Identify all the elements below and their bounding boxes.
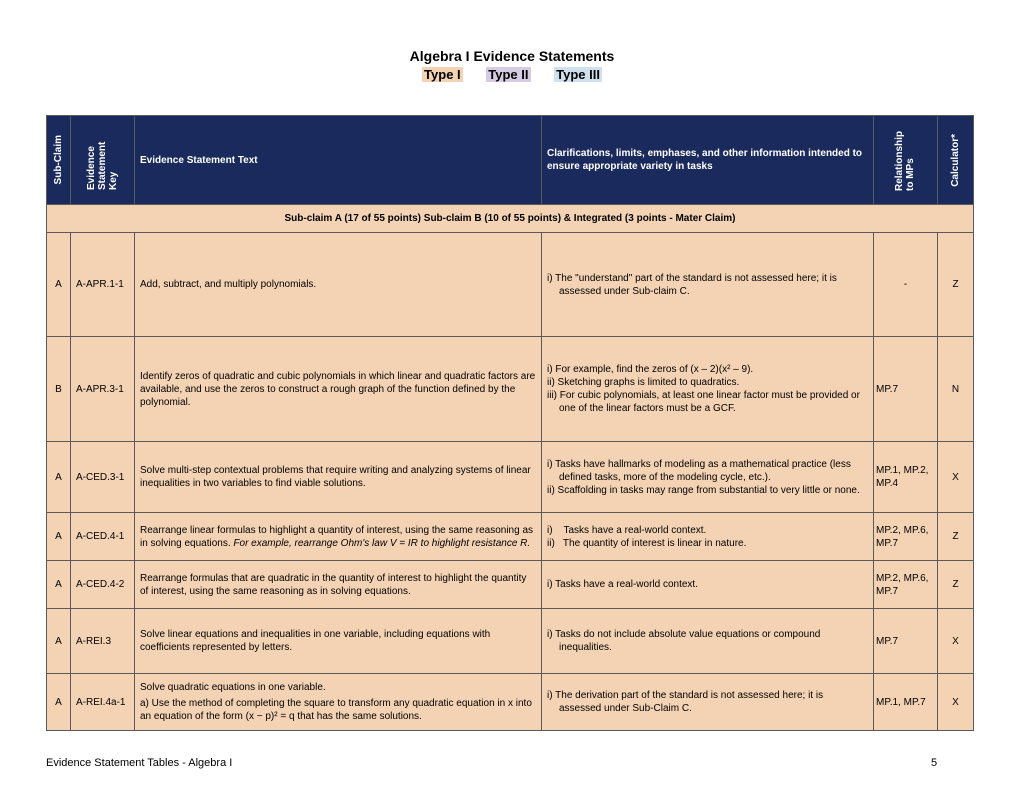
row-key: A-APR.3-1 bbox=[71, 337, 135, 442]
clarification-item: i) Tasks have a real-world context. bbox=[547, 524, 707, 536]
header-subclaim: Sub-Claim bbox=[47, 116, 71, 205]
subclaim-text: Sub-claim A (17 of 55 points) Sub-claim B (10 of 55 points) & Integrated (3 points - Mater Claim) bbox=[47, 205, 974, 233]
row-calculator: Z bbox=[938, 513, 974, 561]
row-claim: A bbox=[47, 674, 71, 731]
row-key: A-CED.3-1 bbox=[71, 442, 135, 513]
clarification-item: i) The derivation part of the standard is not assessed here; it is assessed under Sub-Claim C. bbox=[547, 690, 824, 714]
row-clarifications bbox=[542, 233, 874, 337]
clarification-item: i) For example, find the zeros of (x – 2)(x² – 9). bbox=[547, 364, 754, 375]
type-iii-label: Type III bbox=[556, 67, 600, 82]
row-key: A-REI.3 bbox=[71, 609, 135, 674]
page-number: 5 bbox=[931, 757, 938, 769]
table-row bbox=[47, 674, 974, 731]
page-title: Algebra I Evidence Statements bbox=[409, 48, 615, 64]
row-text-part-a: a) Use the method of completing the square to transform any quadratic equation in x into an equation of the form (x − p)² = q that has the same solutions. bbox=[140, 698, 532, 722]
row-text-example: For example, rearrange Ohm's law V = IR to highlight resistance R. bbox=[233, 537, 531, 549]
row-claim: A bbox=[47, 609, 71, 674]
table-row bbox=[47, 561, 974, 609]
header-key: Evidence Statement Key bbox=[71, 116, 135, 205]
row-text bbox=[135, 674, 542, 731]
row-mps: MP.1, MP.7 bbox=[874, 674, 938, 731]
row-mps: MP.7 bbox=[874, 337, 938, 442]
table-row bbox=[47, 609, 974, 674]
row-calculator: Z bbox=[938, 561, 974, 609]
row-claim: A bbox=[47, 561, 71, 609]
row-key: A-CED.4-2 bbox=[71, 561, 135, 609]
row-text-main: Solve quadratic equations in one variable. bbox=[140, 682, 326, 693]
table-row bbox=[47, 233, 974, 337]
row-mps: MP.2, MP.6, MP.7 bbox=[874, 561, 938, 609]
clarification-item: iii) For cubic polynomials, at least one linear factor must be provided or one of the linear factors must be a GCF. bbox=[547, 390, 860, 414]
row-mps: MP.1, MP.2, MP.4 bbox=[874, 442, 938, 513]
row-clarifications bbox=[542, 337, 874, 442]
row-claim: A bbox=[47, 233, 71, 337]
type-ii-label: Type II bbox=[488, 67, 529, 82]
table-row bbox=[47, 513, 974, 561]
subclaim-row bbox=[47, 205, 974, 233]
header-clarifications: Clarifications, limits, emphases, and other information intended to ensure appropriate variety in tasks bbox=[542, 116, 874, 205]
row-claim: A bbox=[47, 442, 71, 513]
row-text-main: Rearrange linear formulas to highlight a quantity of interest, using the same reasoning as in solving equations. bbox=[140, 524, 534, 549]
row-clarifications bbox=[542, 513, 874, 561]
row-clarifications bbox=[542, 674, 874, 731]
header-row bbox=[47, 116, 974, 205]
row-calculator: N bbox=[938, 337, 974, 442]
row-calculator: X bbox=[938, 674, 974, 731]
header-text: Evidence Statement Text bbox=[135, 116, 542, 205]
row-calculator: X bbox=[938, 609, 974, 674]
clarification-item: i) Tasks do not include absolute value equations or compound inequalities. bbox=[547, 629, 821, 653]
clarification-item: ii) The quantity of interest is linear in nature. bbox=[547, 537, 747, 549]
type-i-label: Type I bbox=[424, 67, 461, 82]
row-calculator: Z bbox=[938, 233, 974, 337]
type-legend bbox=[0, 67, 1024, 82]
row-text: Rearrange formulas that are quadratic in the quantity of interest to highlight the quantity of interest, using the same reasoning as in solving equations. bbox=[135, 561, 542, 609]
row-claim: B bbox=[47, 337, 71, 442]
clarification-item: ii) Scaffolding in tasks may range from substantial to very little or none. bbox=[547, 484, 860, 496]
clarification-item: i) Tasks have hallmarks of modeling as a mathematical practice (less defined tasks, more of the modeling cycle, etc.). bbox=[547, 458, 851, 483]
table-row bbox=[47, 442, 974, 513]
row-claim: A bbox=[47, 513, 71, 561]
table-row bbox=[47, 337, 974, 442]
clarification-item: i) The "understand" part of the standard is not assessed here; it is assessed under Sub-claim C. bbox=[547, 272, 837, 297]
row-mps: - bbox=[874, 233, 938, 337]
row-key: A-REI.4a-1 bbox=[71, 674, 135, 731]
footer-title: Evidence Statement Tables - Algebra I bbox=[46, 757, 233, 769]
row-clarifications bbox=[542, 609, 874, 674]
clarification-item: i) Tasks have a real-world context. bbox=[547, 579, 698, 590]
header-mps: Relationship to MPs bbox=[874, 116, 938, 205]
row-key: A-CED.4-1 bbox=[71, 513, 135, 561]
row-text: Identify zeros of quadratic and cubic polynomials in which linear and quadratic factors are available, and use the zeros to construct a rough graph of the function defined by the polynomial. bbox=[135, 337, 542, 442]
row-text bbox=[135, 513, 542, 561]
row-key: A-APR.1-1 bbox=[71, 233, 135, 337]
evidence-table bbox=[46, 115, 974, 731]
row-text: Add, subtract, and multiply polynomials. bbox=[135, 233, 542, 337]
row-mps: MP.2, MP.6, MP.7 bbox=[874, 513, 938, 561]
clarification-item: ii) Sketching graphs is limited to quadratics. bbox=[547, 377, 740, 388]
header-calculator: Calculator* bbox=[938, 116, 974, 205]
row-calculator: X bbox=[938, 442, 974, 513]
row-mps: MP.7 bbox=[874, 609, 938, 674]
row-clarifications bbox=[542, 442, 874, 513]
row-text: Solve multi-step contextual problems that require writing and analyzing systems of linear inequalities in two variables to find viable solutions. bbox=[135, 442, 542, 513]
row-text: Solve linear equations and inequalities in one variable, including equations with coefficients represented by letters. bbox=[135, 609, 542, 674]
row-clarifications bbox=[542, 561, 874, 609]
